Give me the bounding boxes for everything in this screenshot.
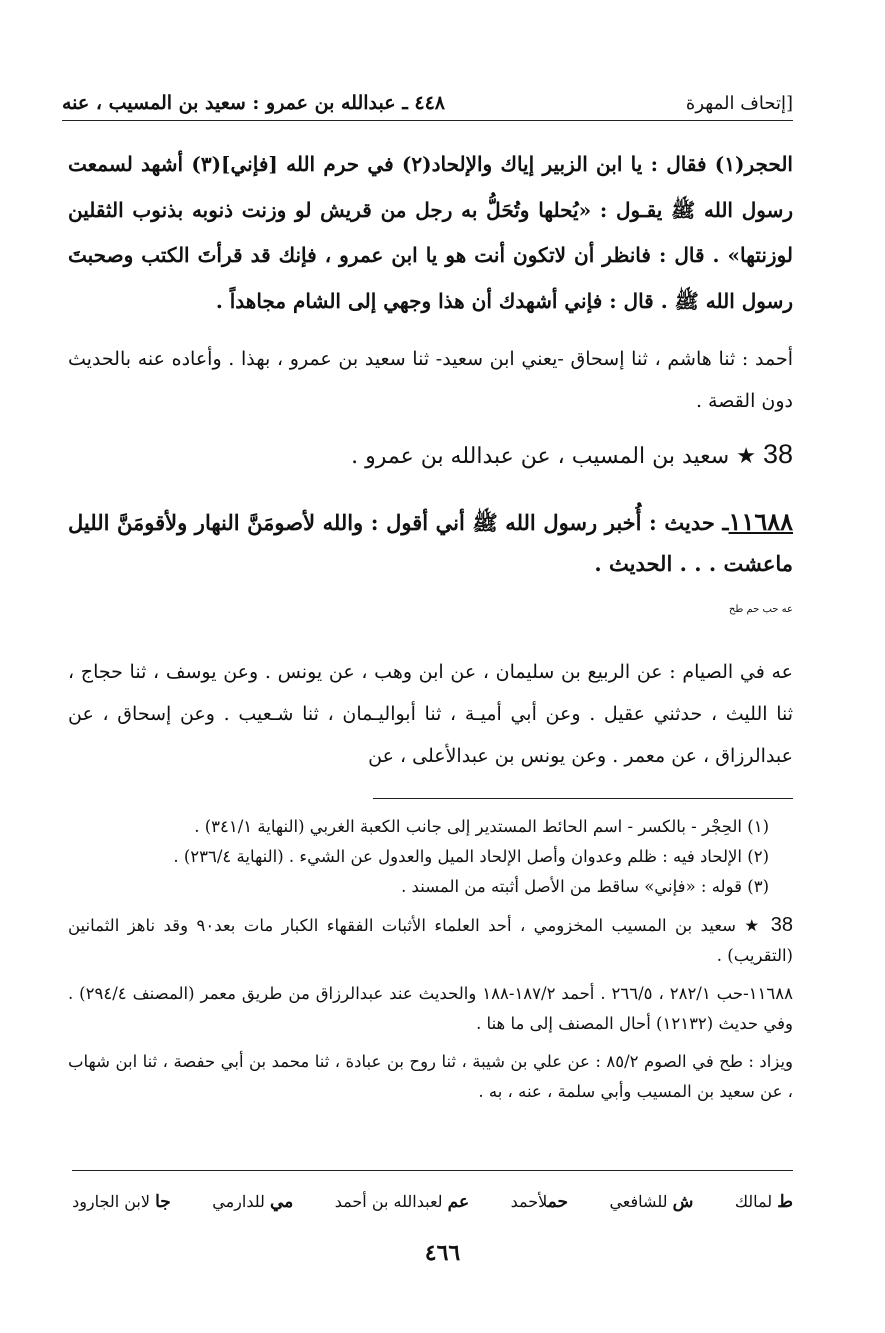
footnote-2: (٢) الإلحاد فيه : ظلم وعدوان وأصل الإلحاد الميل والعدول عن الشيء . (النهاية ٢٣٦/٤) . [173, 847, 769, 866]
legend-item: حملأحمد [510, 1192, 569, 1212]
hadith-continuation-paragraph: الحجر(١) فقال : يا ابن الزبير إياك والإلحاد(٢) في حرم الله [فإني](٣) أشهد لسمعت رسول الله ﷺ يقـول : «يُحلها وتُحَلُّ به رجل من قريش لو وزنت ذنوبه بذنوب الثقلين لوزنتها» . قال : فانظر أن لاتكون أنت هو يا ابن عمرو ، فإنك قد قرأتَ الكتب وصحبتَ رسول الله ﷺ . قال : فإني أشهدك أن هذا وجهي إلى الشام مجاهداً . [68, 152, 793, 313]
footnote-hadith: ١١٦٨٨-حب ٢٨٢/١ ، ٢٦٦/٥ . أحمد ١٨٧/٢-١٨٨ والحديث عند عبدالرزاق من طريق معمر (المصنف ٢٩٤/٤) . وفي حديث (١٢١٣٢) أحال المصنف إلى ما هنا . [68, 984, 793, 1033]
hadith-text: ـ حديث : أُخبر رسول الله ﷺ أني أقول : والله لأصومَنَّ النهار ولأقومَنَّ الليل ماعشت . . . الحديث . [68, 510, 793, 576]
footnote-3: (٣) قوله : «فإني» ساقط من الأصل أثبته من المسند . [401, 877, 769, 896]
footnotes [68, 812, 793, 1107]
legend-item: ش للشافعي [609, 1192, 694, 1212]
footnote-chain [68, 910, 793, 971]
running-header [62, 78, 793, 114]
header-book-title: [إتحاف المهرة [685, 93, 793, 114]
chain-number: 38 [762, 439, 793, 469]
footnote-addition: ويزاد : طح في الصوم ٨٥/٢ : عن علي بن شيبة ، ثنا روح بن عبادة ، ثنا محمد بن أبي حفصة ، ثنا ابن شهاب ، عن سعيد بن المسيب وأبي سلمة ، عنه ، به . [68, 1052, 794, 1101]
legend-item: عم لعبدالله بن أحمد [334, 1192, 470, 1212]
hadith-source-codes: عه حب حم طح [728, 604, 793, 615]
main-text [68, 142, 793, 777]
legend-item: مي للدارمي [212, 1192, 294, 1212]
footnote-separator [373, 798, 793, 799]
header-chapter-title: ٤٤٨ ـ عبدالله بن عمرو : سعيد بن المسيب ، عنه [62, 92, 445, 114]
footnote-1: (١) الحِجْر - بالكسر - اسم الحائط المستدير إلى جانب الكعبة الغربي (النهاية ٣٤١/١) . [194, 817, 769, 836]
footnote-chain-number: 38 [770, 914, 793, 936]
star-icon: ★ [736, 444, 756, 469]
isnad-paragraph: أحمد : ثنا هاشم ، ثنا إسحاق -يعني ابن سعيد- ثنا سعيد بن عمرو ، بهذا . وأعاده عنه بالحديث دون القصة . [68, 348, 793, 412]
chain-heading-text: سعيد بن المسيب ، عن عبدالله بن عمرو . [351, 444, 730, 469]
hadith-number: ١١٦٨٨ [728, 507, 793, 536]
page-number: ٤٦٦ [424, 1240, 461, 1266]
star-icon: ★ [744, 916, 763, 935]
sources-paragraph: عه في الصيام : عن الربيع بن سليمان ، عن ابن وهب ، عن يونس . وعن يوسف ، ثنا حجاج ، ثنا الليث ، حدثني عقيل . وعن أبي أميـة ، ثنا أبواليـمان ، ثنا شـعيب . وعن إسحاق ، عن عبدالرزاق ، عن معمر . وعن يونس بن عبدالأعلى ، عن [68, 661, 794, 767]
footnote-chain-text: سعيد بن المسيب المخزومي ، أحد العلماء الأثبات الفقهاء الكبار مات بعد٩٠ وقد ناهز الثمانين (التقريب) . [68, 916, 793, 965]
chain-heading [68, 432, 793, 479]
legend-item: جا لابن الجارود [72, 1192, 171, 1212]
hadith-entry [68, 501, 793, 630]
abbreviation-legend [72, 1184, 793, 1220]
legend-rule [72, 1170, 793, 1171]
legend-item: ط لمالك [734, 1192, 793, 1212]
header-rule [62, 120, 793, 121]
